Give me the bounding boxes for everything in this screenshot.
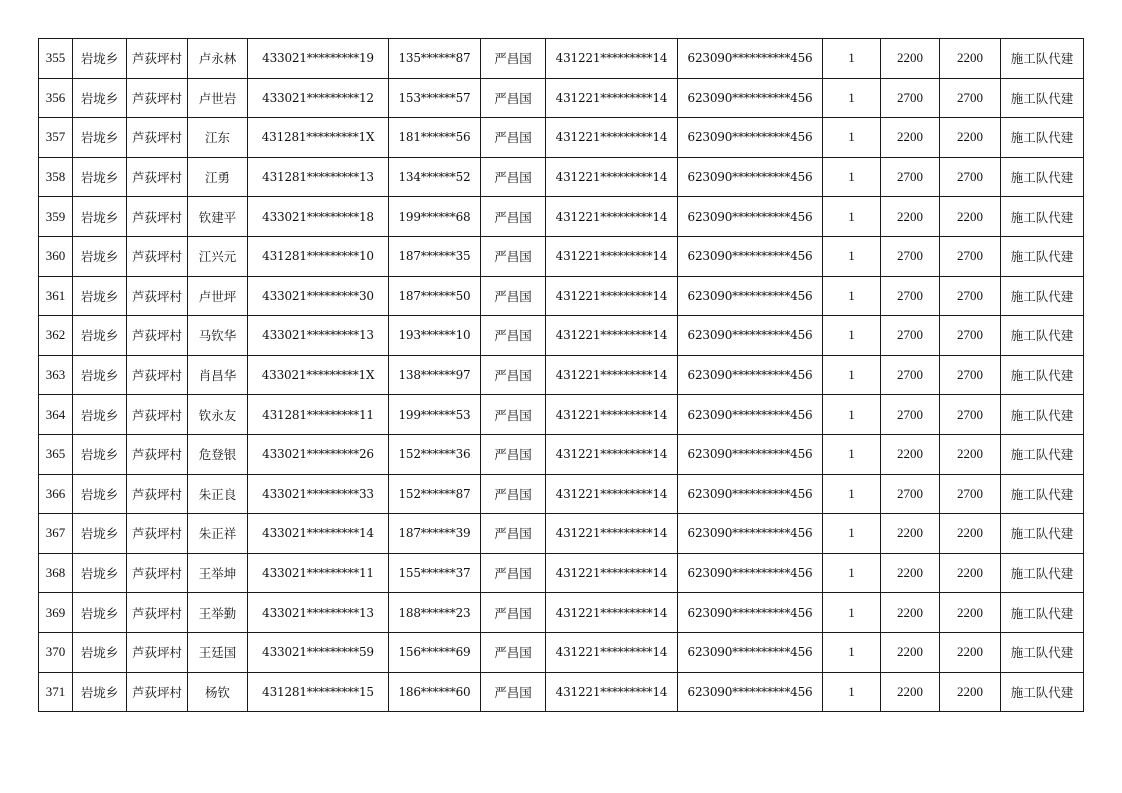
id-number-cell: 433021*********18 (248, 197, 389, 237)
builder-id-cell: 431221*********14 (546, 474, 678, 514)
builder-name-cell: 严昌国 (481, 355, 546, 395)
village-cell: 芦荻坪村 (127, 197, 188, 237)
id-number-cell: 433021*********13 (248, 593, 389, 633)
village-cell: 芦荻坪村 (127, 157, 188, 197)
subsidy-cell: 2700 (940, 355, 1001, 395)
row-number-cell: 367 (39, 514, 73, 554)
amount-cell: 2200 (881, 39, 940, 79)
count-cell: 1 (823, 355, 881, 395)
phone-cell: 199******53 (389, 395, 481, 435)
bank-account-cell: 623090**********456 (678, 632, 823, 672)
village-cell: 芦荻坪村 (127, 78, 188, 118)
name-cell: 卢世坪 (188, 276, 248, 316)
township-cell: 岩垅乡 (73, 632, 127, 672)
amount-cell: 2200 (881, 434, 940, 474)
name-cell: 王廷国 (188, 632, 248, 672)
method-cell: 施工队代建 (1001, 197, 1084, 237)
subsidy-cell: 2700 (940, 474, 1001, 514)
name-cell: 马钦华 (188, 316, 248, 356)
method-cell: 施工队代建 (1001, 553, 1084, 593)
row-number-cell: 361 (39, 276, 73, 316)
row-number-cell: 365 (39, 434, 73, 474)
builder-id-cell: 431221*********14 (546, 514, 678, 554)
township-cell: 岩垅乡 (73, 553, 127, 593)
builder-id-cell: 431221*********14 (546, 78, 678, 118)
builder-name-cell: 严昌国 (481, 236, 546, 276)
count-cell: 1 (823, 632, 881, 672)
name-cell: 王举勤 (188, 593, 248, 633)
subsidy-cell: 2200 (940, 434, 1001, 474)
village-cell: 芦荻坪村 (127, 39, 188, 79)
document-page (38, 38, 1084, 712)
subsidy-cell: 2200 (940, 672, 1001, 712)
name-cell: 江东 (188, 118, 248, 158)
builder-name-cell: 严昌国 (481, 553, 546, 593)
row-number-cell: 370 (39, 632, 73, 672)
method-cell: 施工队代建 (1001, 39, 1084, 79)
row-number-cell: 368 (39, 553, 73, 593)
method-cell: 施工队代建 (1001, 236, 1084, 276)
id-number-cell: 431281*********15 (248, 672, 389, 712)
subsidy-cell: 2700 (940, 395, 1001, 435)
amount-cell: 2700 (881, 355, 940, 395)
builder-id-cell: 431221*********14 (546, 316, 678, 356)
township-cell: 岩垅乡 (73, 672, 127, 712)
amount-cell: 2700 (881, 395, 940, 435)
method-cell: 施工队代建 (1001, 672, 1084, 712)
table-row (39, 355, 1084, 395)
row-number-cell: 369 (39, 593, 73, 633)
subsidy-cell: 2200 (940, 593, 1001, 633)
id-number-cell: 431281*********10 (248, 236, 389, 276)
township-cell: 岩垅乡 (73, 474, 127, 514)
row-number-cell: 363 (39, 355, 73, 395)
phone-cell: 187******39 (389, 514, 481, 554)
township-cell: 岩垅乡 (73, 78, 127, 118)
count-cell: 1 (823, 514, 881, 554)
builder-id-cell: 431221*********14 (546, 355, 678, 395)
name-cell: 江勇 (188, 157, 248, 197)
id-number-cell: 433021*********30 (248, 276, 389, 316)
village-cell: 芦荻坪村 (127, 434, 188, 474)
subsidy-cell: 2700 (940, 276, 1001, 316)
name-cell: 危登银 (188, 434, 248, 474)
township-cell: 岩垅乡 (73, 514, 127, 554)
builder-name-cell: 严昌国 (481, 118, 546, 158)
builder-name-cell: 严昌国 (481, 276, 546, 316)
row-number-cell: 355 (39, 39, 73, 79)
village-cell: 芦荻坪村 (127, 632, 188, 672)
count-cell: 1 (823, 672, 881, 712)
builder-id-cell: 431221*********14 (546, 276, 678, 316)
table-row (39, 316, 1084, 356)
count-cell: 1 (823, 39, 881, 79)
table-row (39, 157, 1084, 197)
village-cell: 芦荻坪村 (127, 118, 188, 158)
subsidy-cell: 2200 (940, 553, 1001, 593)
phone-cell: 193******10 (389, 316, 481, 356)
township-cell: 岩垅乡 (73, 395, 127, 435)
builder-name-cell: 严昌国 (481, 157, 546, 197)
builder-name-cell: 严昌国 (481, 434, 546, 474)
amount-cell: 2200 (881, 514, 940, 554)
table-row (39, 197, 1084, 237)
id-number-cell: 431281*********11 (248, 395, 389, 435)
subsidy-cell: 2700 (940, 316, 1001, 356)
builder-id-cell: 431221*********14 (546, 632, 678, 672)
name-cell: 杨钦 (188, 672, 248, 712)
bank-account-cell: 623090**********456 (678, 157, 823, 197)
name-cell: 朱正祥 (188, 514, 248, 554)
subsidy-cell: 2700 (940, 78, 1001, 118)
phone-cell: 188******23 (389, 593, 481, 633)
builder-id-cell: 431221*********14 (546, 236, 678, 276)
count-cell: 1 (823, 434, 881, 474)
village-cell: 芦荻坪村 (127, 395, 188, 435)
subsidy-cell: 2200 (940, 632, 1001, 672)
bank-account-cell: 623090**********456 (678, 672, 823, 712)
table-row (39, 672, 1084, 712)
count-cell: 1 (823, 593, 881, 633)
row-number-cell: 362 (39, 316, 73, 356)
phone-cell: 156******69 (389, 632, 481, 672)
amount-cell: 2200 (881, 553, 940, 593)
amount-cell: 2200 (881, 672, 940, 712)
phone-cell: 181******56 (389, 118, 481, 158)
builder-name-cell: 严昌国 (481, 197, 546, 237)
id-number-cell: 433021*********26 (248, 434, 389, 474)
bank-account-cell: 623090**********456 (678, 236, 823, 276)
phone-cell: 138******97 (389, 355, 481, 395)
builder-id-cell: 431221*********14 (546, 593, 678, 633)
township-cell: 岩垅乡 (73, 39, 127, 79)
amount-cell: 2200 (881, 593, 940, 633)
id-number-cell: 431281*********1X (248, 118, 389, 158)
builder-id-cell: 431221*********14 (546, 39, 678, 79)
name-cell: 王举坤 (188, 553, 248, 593)
village-cell: 芦荻坪村 (127, 672, 188, 712)
township-cell: 岩垅乡 (73, 434, 127, 474)
method-cell: 施工队代建 (1001, 632, 1084, 672)
table-body (39, 39, 1084, 712)
builder-id-cell: 431221*********14 (546, 553, 678, 593)
table-row (39, 395, 1084, 435)
count-cell: 1 (823, 236, 881, 276)
count-cell: 1 (823, 157, 881, 197)
row-number-cell: 366 (39, 474, 73, 514)
township-cell: 岩垅乡 (73, 118, 127, 158)
name-cell: 钦建平 (188, 197, 248, 237)
village-cell: 芦荻坪村 (127, 236, 188, 276)
bank-account-cell: 623090**********456 (678, 118, 823, 158)
id-number-cell: 433021*********59 (248, 632, 389, 672)
row-number-cell: 371 (39, 672, 73, 712)
builder-name-cell: 严昌国 (481, 78, 546, 118)
count-cell: 1 (823, 474, 881, 514)
name-cell: 卢世岩 (188, 78, 248, 118)
method-cell: 施工队代建 (1001, 474, 1084, 514)
bank-account-cell: 623090**********456 (678, 197, 823, 237)
bank-account-cell: 623090**********456 (678, 39, 823, 79)
amount-cell: 2700 (881, 157, 940, 197)
table-row (39, 118, 1084, 158)
id-number-cell: 433021*********33 (248, 474, 389, 514)
bank-account-cell: 623090**********456 (678, 474, 823, 514)
id-number-cell: 433021*********11 (248, 553, 389, 593)
bank-account-cell: 623090**********456 (678, 514, 823, 554)
id-number-cell: 433021*********12 (248, 78, 389, 118)
name-cell: 肖昌华 (188, 355, 248, 395)
builder-id-cell: 431221*********14 (546, 434, 678, 474)
phone-cell: 134******52 (389, 157, 481, 197)
amount-cell: 2700 (881, 78, 940, 118)
row-number-cell: 358 (39, 157, 73, 197)
count-cell: 1 (823, 197, 881, 237)
builder-id-cell: 431221*********14 (546, 672, 678, 712)
count-cell: 1 (823, 395, 881, 435)
amount-cell: 2200 (881, 197, 940, 237)
village-cell: 芦荻坪村 (127, 514, 188, 554)
subsidy-cell: 2200 (940, 197, 1001, 237)
bank-account-cell: 623090**********456 (678, 553, 823, 593)
bank-account-cell: 623090**********456 (678, 434, 823, 474)
township-cell: 岩垅乡 (73, 276, 127, 316)
table-row (39, 474, 1084, 514)
amount-cell: 2200 (881, 118, 940, 158)
method-cell: 施工队代建 (1001, 395, 1084, 435)
subsidy-cell: 2200 (940, 514, 1001, 554)
count-cell: 1 (823, 78, 881, 118)
village-cell: 芦荻坪村 (127, 474, 188, 514)
name-cell: 卢永林 (188, 39, 248, 79)
village-cell: 芦荻坪村 (127, 355, 188, 395)
phone-cell: 155******37 (389, 553, 481, 593)
bank-account-cell: 623090**********456 (678, 316, 823, 356)
table-row (39, 514, 1084, 554)
township-cell: 岩垅乡 (73, 593, 127, 633)
method-cell: 施工队代建 (1001, 514, 1084, 554)
builder-name-cell: 严昌国 (481, 672, 546, 712)
method-cell: 施工队代建 (1001, 593, 1084, 633)
method-cell: 施工队代建 (1001, 157, 1084, 197)
township-cell: 岩垅乡 (73, 355, 127, 395)
name-cell: 江兴元 (188, 236, 248, 276)
phone-cell: 153******57 (389, 78, 481, 118)
subsidy-cell: 2700 (940, 157, 1001, 197)
phone-cell: 186******60 (389, 672, 481, 712)
bank-account-cell: 623090**********456 (678, 355, 823, 395)
records-table (38, 38, 1084, 712)
id-number-cell: 431281*********13 (248, 157, 389, 197)
builder-name-cell: 严昌国 (481, 593, 546, 633)
amount-cell: 2200 (881, 632, 940, 672)
amount-cell: 2700 (881, 474, 940, 514)
builder-id-cell: 431221*********14 (546, 157, 678, 197)
subsidy-cell: 2200 (940, 118, 1001, 158)
phone-cell: 135******87 (389, 39, 481, 79)
builder-id-cell: 431221*********14 (546, 118, 678, 158)
table-row (39, 434, 1084, 474)
amount-cell: 2700 (881, 236, 940, 276)
phone-cell: 199******68 (389, 197, 481, 237)
builder-name-cell: 严昌国 (481, 39, 546, 79)
phone-cell: 187******35 (389, 236, 481, 276)
table-row (39, 593, 1084, 633)
id-number-cell: 433021*********19 (248, 39, 389, 79)
table-row (39, 553, 1084, 593)
method-cell: 施工队代建 (1001, 355, 1084, 395)
builder-name-cell: 严昌国 (481, 395, 546, 435)
village-cell: 芦荻坪村 (127, 553, 188, 593)
row-number-cell: 359 (39, 197, 73, 237)
name-cell: 钦永友 (188, 395, 248, 435)
subsidy-cell: 2200 (940, 39, 1001, 79)
village-cell: 芦荻坪村 (127, 316, 188, 356)
amount-cell: 2700 (881, 316, 940, 356)
method-cell: 施工队代建 (1001, 118, 1084, 158)
village-cell: 芦荻坪村 (127, 593, 188, 633)
builder-name-cell: 严昌国 (481, 474, 546, 514)
count-cell: 1 (823, 553, 881, 593)
township-cell: 岩垅乡 (73, 316, 127, 356)
count-cell: 1 (823, 316, 881, 356)
phone-cell: 187******50 (389, 276, 481, 316)
township-cell: 岩垅乡 (73, 236, 127, 276)
table-row (39, 276, 1084, 316)
id-number-cell: 433021*********14 (248, 514, 389, 554)
method-cell: 施工队代建 (1001, 78, 1084, 118)
bank-account-cell: 623090**********456 (678, 276, 823, 316)
phone-cell: 152******36 (389, 434, 481, 474)
bank-account-cell: 623090**********456 (678, 395, 823, 435)
row-number-cell: 360 (39, 236, 73, 276)
id-number-cell: 433021*********13 (248, 316, 389, 356)
name-cell: 朱正良 (188, 474, 248, 514)
table-row (39, 78, 1084, 118)
township-cell: 岩垅乡 (73, 197, 127, 237)
row-number-cell: 357 (39, 118, 73, 158)
builder-id-cell: 431221*********14 (546, 395, 678, 435)
method-cell: 施工队代建 (1001, 316, 1084, 356)
table-row (39, 39, 1084, 79)
phone-cell: 152******87 (389, 474, 481, 514)
bank-account-cell: 623090**********456 (678, 593, 823, 633)
builder-id-cell: 431221*********14 (546, 197, 678, 237)
builder-name-cell: 严昌国 (481, 514, 546, 554)
amount-cell: 2700 (881, 276, 940, 316)
count-cell: 1 (823, 118, 881, 158)
subsidy-cell: 2700 (940, 236, 1001, 276)
village-cell: 芦荻坪村 (127, 276, 188, 316)
builder-name-cell: 严昌国 (481, 316, 546, 356)
method-cell: 施工队代建 (1001, 276, 1084, 316)
row-number-cell: 356 (39, 78, 73, 118)
id-number-cell: 433021*********1X (248, 355, 389, 395)
table-row (39, 632, 1084, 672)
count-cell: 1 (823, 276, 881, 316)
table-row (39, 236, 1084, 276)
bank-account-cell: 623090**********456 (678, 78, 823, 118)
township-cell: 岩垅乡 (73, 157, 127, 197)
builder-name-cell: 严昌国 (481, 632, 546, 672)
method-cell: 施工队代建 (1001, 434, 1084, 474)
row-number-cell: 364 (39, 395, 73, 435)
